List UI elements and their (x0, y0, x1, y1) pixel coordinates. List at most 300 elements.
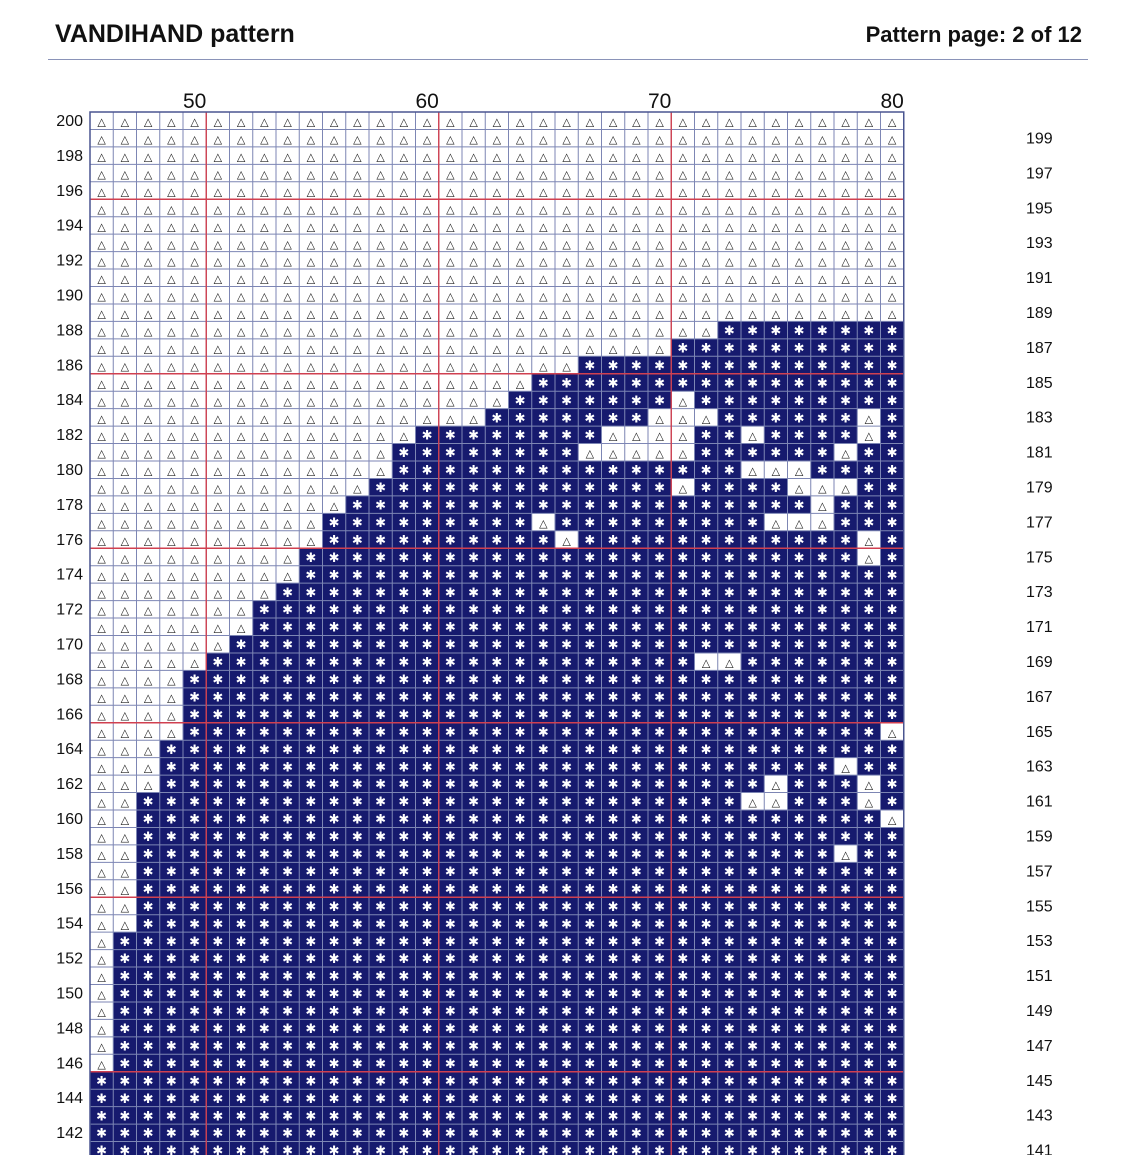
cell-symbol: ✱ (444, 812, 456, 828)
cell-symbol: △ (678, 220, 688, 234)
stitch-cell-empty (625, 321, 648, 338)
stitch-cell-filled (323, 740, 346, 758)
cell-symbol: ✱ (491, 620, 503, 636)
stitch-cell-empty (90, 740, 113, 757)
cell-symbol: ✱ (561, 742, 573, 758)
cell-symbol: ✱ (863, 446, 875, 462)
cell-symbol: △ (306, 220, 316, 234)
stitch-cell-filled (392, 880, 415, 898)
stitch-cell-empty (788, 252, 811, 269)
cell-symbol: ✱ (816, 864, 828, 880)
stitch-cell-filled (555, 810, 578, 828)
cell-symbol: ✱ (584, 673, 596, 689)
cell-symbol: ✱ (840, 341, 852, 357)
stitch-cell-filled (695, 356, 718, 374)
cell-symbol: ✱ (840, 515, 852, 531)
stitch-cell-filled (485, 548, 508, 566)
cell-symbol: ✱ (747, 515, 759, 531)
cell-symbol: ✱ (770, 358, 782, 374)
stitch-cell-filled (206, 845, 229, 863)
stitch-cell-empty (671, 304, 694, 321)
cell-symbol: △ (329, 464, 339, 478)
cell-symbol: △ (97, 639, 106, 653)
stitch-cell-empty (485, 252, 508, 269)
cell-symbol: △ (399, 342, 409, 356)
stitch-cell-filled (602, 740, 625, 758)
stitch-cell-filled (695, 583, 718, 601)
stitch-cell-empty (276, 548, 299, 565)
cell-symbol: ✱ (630, 655, 642, 671)
stitch-cell-empty (230, 496, 253, 513)
cell-symbol: ✱ (747, 585, 759, 601)
stitch-cell-filled (555, 444, 578, 462)
cell-symbol: △ (190, 115, 199, 129)
stitch-cell-filled (811, 636, 834, 654)
stitch-cell-filled (253, 827, 276, 845)
cell-symbol: △ (97, 761, 106, 775)
cell-symbol: ✱ (630, 777, 642, 793)
stitch-cell-filled (578, 862, 601, 880)
cell-symbol: △ (236, 447, 246, 461)
stitch-cell-filled (346, 496, 369, 514)
stitch-cell-empty (160, 164, 183, 181)
stitch-cell-filled (648, 688, 671, 706)
cell-symbol: △ (446, 115, 455, 129)
cell-symbol: ✱ (375, 498, 387, 514)
stitch-cell-filled (369, 531, 392, 549)
cell-symbol: ✱ (700, 446, 712, 462)
cell-symbol: ✱ (351, 742, 363, 758)
cell-symbol: ✱ (375, 481, 387, 497)
stitch-cell-filled (485, 827, 508, 845)
cell-symbol: ✱ (607, 812, 619, 828)
cell-symbol: △ (399, 255, 409, 269)
cell-symbol: △ (283, 377, 292, 391)
stitch-cell-empty (811, 304, 834, 321)
stitch-cell-empty (485, 321, 508, 338)
cell-symbol: ✱ (700, 481, 712, 497)
stitch-cell-filled (625, 374, 648, 392)
stitch-cell-filled (532, 723, 555, 741)
cell-symbol: △ (190, 359, 199, 373)
stitch-cell-filled (578, 827, 601, 845)
cell-symbol: ✱ (305, 795, 317, 811)
cell-symbol: ✱ (351, 533, 363, 549)
cell-symbol: △ (748, 307, 757, 321)
stitch-cell-filled (578, 880, 601, 898)
stitch-cell-filled (439, 915, 462, 933)
stitch-cell-filled (695, 339, 718, 357)
stitch-cell-empty (90, 775, 113, 792)
stitch-cell-empty (90, 182, 113, 199)
cell-symbol: ✱ (747, 376, 759, 392)
stitch-cell-empty (137, 217, 160, 234)
cell-symbol: △ (143, 604, 153, 618)
stitch-cell-filled (764, 321, 787, 339)
cell-symbol: ✱ (444, 428, 456, 444)
cell-symbol: △ (329, 429, 339, 443)
stitch-cell-empty (369, 374, 392, 391)
stitch-cell-filled (602, 775, 625, 793)
stitch-cell-filled (416, 426, 439, 444)
cell-symbol: ✱ (537, 463, 549, 479)
stitch-cell-empty (881, 217, 904, 234)
stitch-cell-empty (206, 147, 229, 164)
stitch-cell-filled (578, 374, 601, 392)
stitch-cell-filled (439, 461, 462, 479)
stitch-cell-filled (578, 409, 601, 427)
cell-symbol: ✱ (700, 603, 712, 619)
cell-symbol: ✱ (607, 795, 619, 811)
stitch-cell-filled (602, 845, 625, 863)
cell-symbol: △ (422, 167, 432, 181)
cell-symbol: ✱ (561, 760, 573, 776)
stitch-cell-filled (276, 705, 299, 723)
cell-symbol: △ (190, 307, 199, 321)
cell-symbol: ✱ (700, 864, 712, 880)
cell-symbol: △ (167, 639, 176, 653)
cell-symbol: △ (306, 394, 316, 408)
stitch-cell-filled (299, 775, 322, 793)
stitch-cell-filled (834, 356, 857, 374)
stitch-cell-empty (160, 217, 183, 234)
stitch-cell-empty (276, 409, 299, 426)
cell-symbol: ✱ (258, 795, 270, 811)
stitch-cell-filled (485, 758, 508, 776)
stitch-cell-filled (602, 531, 625, 549)
stitch-cell-filled (299, 723, 322, 741)
stitch-cell-filled (206, 670, 229, 688)
cell-symbol: △ (353, 464, 362, 478)
cell-symbol: ✱ (189, 742, 201, 758)
cell-symbol: ✱ (514, 917, 526, 933)
cell-symbol: △ (167, 447, 176, 461)
stitch-cell-empty (323, 112, 346, 129)
cell-symbol: ✱ (282, 917, 294, 933)
stitch-cell-filled (230, 915, 253, 933)
cell-symbol: ✱ (212, 812, 224, 828)
stitch-cell-filled (881, 793, 904, 811)
stitch-cell-empty (811, 513, 834, 530)
stitch-cell-filled (788, 723, 811, 741)
stitch-cell-empty (671, 426, 694, 443)
stitch-cell-empty (113, 496, 136, 513)
stitch-cell-filled (764, 688, 787, 706)
stitch-cell-empty (834, 304, 857, 321)
stitch-cell-empty (764, 112, 787, 129)
cell-symbol: △ (143, 464, 153, 478)
cell-symbol: ✱ (328, 847, 340, 863)
stitch-cell-filled (625, 409, 648, 427)
stitch-cell-empty (276, 199, 299, 216)
stitch-cell-filled (555, 478, 578, 496)
stitch-cell-empty (857, 182, 880, 199)
cell-symbol: ✱ (747, 411, 759, 427)
stitch-cell-empty (764, 287, 787, 304)
stitch-cell-filled (602, 653, 625, 671)
cell-symbol: ✱ (561, 411, 573, 427)
cell-symbol: △ (887, 202, 897, 216)
stitch-cell-empty (276, 129, 299, 146)
cell-symbol: △ (190, 220, 199, 234)
cell-symbol: △ (306, 202, 316, 216)
stitch-cell-empty (276, 566, 299, 583)
cell-symbol: △ (213, 237, 223, 251)
stitch-cell-empty (346, 234, 369, 251)
stitch-cell-filled (602, 723, 625, 741)
stitch-cell-empty (532, 234, 555, 251)
stitch-cell-empty (160, 653, 183, 670)
stitch-cell-filled (857, 653, 880, 671)
cell-symbol: △ (748, 255, 757, 269)
stitch-cell-filled (578, 723, 601, 741)
cell-symbol: ✱ (235, 917, 247, 933)
stitch-cell-filled (881, 915, 904, 933)
stitch-cell-filled (416, 548, 439, 566)
stitch-cell-filled (230, 723, 253, 741)
stitch-cell-empty (602, 182, 625, 199)
cell-symbol: △ (632, 185, 641, 199)
cell-symbol: ✱ (700, 533, 712, 549)
stitch-cell-filled (323, 845, 346, 863)
stitch-cell-filled (788, 444, 811, 462)
cell-symbol: △ (236, 133, 246, 147)
cell-symbol: △ (353, 272, 362, 286)
stitch-cell-empty (113, 601, 136, 618)
stitch-cell-filled (857, 897, 880, 915)
cell-symbol: ✱ (700, 673, 712, 689)
stitch-cell-empty (137, 426, 160, 443)
cell-symbol: △ (190, 325, 199, 339)
cell-symbol: ✱ (840, 585, 852, 601)
cell-symbol: △ (841, 115, 850, 129)
stitch-cell-filled (881, 705, 904, 723)
stitch-cell-filled (276, 618, 299, 636)
cell-symbol: ✱ (491, 533, 503, 549)
cell-symbol: ✱ (305, 777, 317, 793)
cell-symbol: △ (97, 237, 106, 251)
cell-symbol: △ (260, 551, 269, 565)
cell-symbol: △ (562, 115, 571, 129)
cell-symbol: ✱ (258, 655, 270, 671)
stitch-cell-empty (671, 182, 694, 199)
cell-symbol: ✱ (886, 498, 898, 514)
cell-symbol: △ (748, 237, 757, 251)
cell-symbol: ✱ (305, 550, 317, 566)
stitch-cell-empty (299, 182, 322, 199)
stitch-cell-empty (625, 287, 648, 304)
stitch-cell-empty (718, 129, 741, 146)
stitch-cell-filled (834, 740, 857, 758)
stitch-cell-filled (323, 897, 346, 915)
cell-symbol: △ (492, 150, 502, 164)
stitch-cell-filled (764, 496, 787, 514)
cell-symbol: ✱ (607, 393, 619, 409)
stitch-cell-filled (788, 740, 811, 758)
stitch-cell-empty (416, 147, 439, 164)
stitch-cell-filled (206, 932, 229, 950)
stitch-cell-empty (206, 374, 229, 391)
stitch-cell-filled (346, 601, 369, 619)
stitch-cell-empty (509, 339, 532, 356)
stitch-cell-empty (160, 234, 183, 251)
cell-symbol: ✱ (630, 481, 642, 497)
stitch-cell-filled (392, 653, 415, 671)
stitch-cell-filled (788, 321, 811, 339)
stitch-cell-filled (741, 827, 764, 845)
cell-symbol: ✱ (189, 917, 201, 933)
cell-symbol: △ (841, 167, 850, 181)
cell-symbol: △ (539, 185, 548, 199)
cell-symbol: ✱ (677, 812, 689, 828)
stitch-cell-empty (253, 496, 276, 513)
cell-symbol: ✱ (258, 917, 270, 933)
cell-symbol: ✱ (584, 882, 596, 898)
cell-symbol: ✱ (561, 725, 573, 741)
stitch-cell-filled (160, 880, 183, 898)
cell-symbol: ✱ (561, 655, 573, 671)
stitch-cell-filled (718, 775, 741, 793)
cell-symbol: ✱ (444, 690, 456, 706)
cell-symbol: △ (655, 237, 664, 251)
stitch-cell-filled (671, 670, 694, 688)
stitch-cell-filled (392, 897, 415, 915)
cell-symbol: △ (167, 586, 176, 600)
cell-symbol: △ (236, 255, 246, 269)
cell-symbol: ✱ (235, 812, 247, 828)
stitch-cell-empty (137, 112, 160, 129)
cell-symbol: ✱ (747, 638, 759, 654)
cell-symbol: △ (213, 115, 223, 129)
stitch-cell-filled (276, 758, 299, 776)
stitch-cell-empty (323, 426, 346, 443)
stitch-cell-empty (509, 129, 532, 146)
stitch-cell-filled (485, 444, 508, 462)
stitch-cell-empty (253, 339, 276, 356)
stitch-cell-empty (137, 321, 160, 338)
stitch-cell-filled (532, 688, 555, 706)
stitch-cell-empty (718, 234, 741, 251)
cell-symbol: ✱ (700, 899, 712, 915)
stitch-cell-empty (369, 129, 392, 146)
stitch-cell-empty (834, 478, 857, 495)
stitch-cell-filled (625, 723, 648, 741)
stitch-cell-filled (857, 513, 880, 531)
cell-symbol: ✱ (328, 882, 340, 898)
stitch-cell-empty (276, 252, 299, 269)
stitch-cell-filled (416, 880, 439, 898)
cell-symbol: ✱ (235, 742, 247, 758)
stitch-cell-filled (532, 880, 555, 898)
cell-symbol: △ (655, 325, 664, 339)
stitch-cell-filled (881, 827, 904, 845)
stitch-cell-empty (183, 636, 206, 653)
stitch-cell-empty (532, 129, 555, 146)
cell-symbol: △ (887, 813, 897, 827)
cell-symbol: △ (260, 202, 269, 216)
cell-symbol: △ (585, 255, 595, 269)
cell-symbol: △ (236, 586, 246, 600)
cell-symbol: △ (143, 778, 153, 792)
cell-symbol: ✱ (398, 882, 410, 898)
stitch-cell-empty (90, 112, 113, 129)
stitch-cell-empty (881, 810, 904, 827)
cell-symbol: △ (306, 534, 316, 548)
stitch-cell-filled (718, 880, 741, 898)
cell-symbol: ✱ (375, 899, 387, 915)
cell-symbol: ✱ (677, 864, 689, 880)
stitch-cell-filled (718, 862, 741, 880)
cell-symbol: ✱ (886, 655, 898, 671)
cell-symbol: ✱ (561, 585, 573, 601)
stitch-cell-filled (532, 670, 555, 688)
stitch-cell-empty (555, 129, 578, 146)
cell-symbol: △ (422, 377, 432, 391)
cell-symbol: ✱ (770, 882, 782, 898)
cell-symbol: △ (120, 831, 130, 845)
cell-symbol: △ (167, 412, 176, 426)
cell-symbol: △ (794, 133, 804, 147)
cell-symbol: ✱ (723, 481, 735, 497)
stitch-cell-empty (764, 164, 787, 181)
cell-symbol: △ (167, 482, 176, 496)
stitch-cell-empty (741, 147, 764, 164)
stitch-cell-filled (416, 827, 439, 845)
cell-symbol: △ (190, 237, 199, 251)
stitch-cell-filled (671, 531, 694, 549)
cell-symbol: ✱ (816, 638, 828, 654)
cell-symbol: ✱ (537, 707, 549, 723)
cell-symbol: △ (353, 429, 362, 443)
stitch-cell-filled (625, 356, 648, 374)
cell-symbol: △ (608, 290, 618, 304)
stitch-cell-empty (625, 164, 648, 181)
stitch-cell-empty (206, 269, 229, 286)
cell-symbol: △ (283, 482, 292, 496)
stitch-cell-filled (881, 688, 904, 706)
stitch-cell-filled (834, 705, 857, 723)
cell-symbol: ✱ (514, 795, 526, 811)
stitch-cell-filled (183, 897, 206, 915)
cell-symbol: △ (794, 237, 804, 251)
stitch-cell-filled (648, 374, 671, 392)
stitch-cell-filled (648, 723, 671, 741)
stitch-cell-filled (509, 636, 532, 654)
cell-symbol: △ (120, 604, 130, 618)
stitch-cell-empty (392, 426, 415, 443)
cell-symbol: ✱ (421, 638, 433, 654)
cell-symbol: ✱ (142, 864, 154, 880)
stitch-cell-filled (509, 566, 532, 584)
cell-symbol: ✱ (398, 638, 410, 654)
cell-symbol: △ (190, 167, 199, 181)
stitch-cell-empty (857, 269, 880, 286)
stitch-cell-empty (439, 199, 462, 216)
cell-symbol: ✱ (630, 760, 642, 776)
stitch-cell-filled (602, 897, 625, 915)
cell-symbol: △ (539, 272, 548, 286)
stitch-cell-filled (462, 810, 485, 828)
cell-symbol: △ (353, 167, 362, 181)
cell-symbol: △ (236, 290, 246, 304)
cell-symbol: △ (97, 726, 106, 740)
stitch-cell-filled (602, 758, 625, 776)
cell-symbol: ✱ (793, 603, 805, 619)
cell-symbol: ✱ (747, 673, 759, 689)
stitch-cell-empty (578, 147, 601, 164)
stitch-cell-empty (113, 287, 136, 304)
stitch-cell-filled (834, 461, 857, 479)
